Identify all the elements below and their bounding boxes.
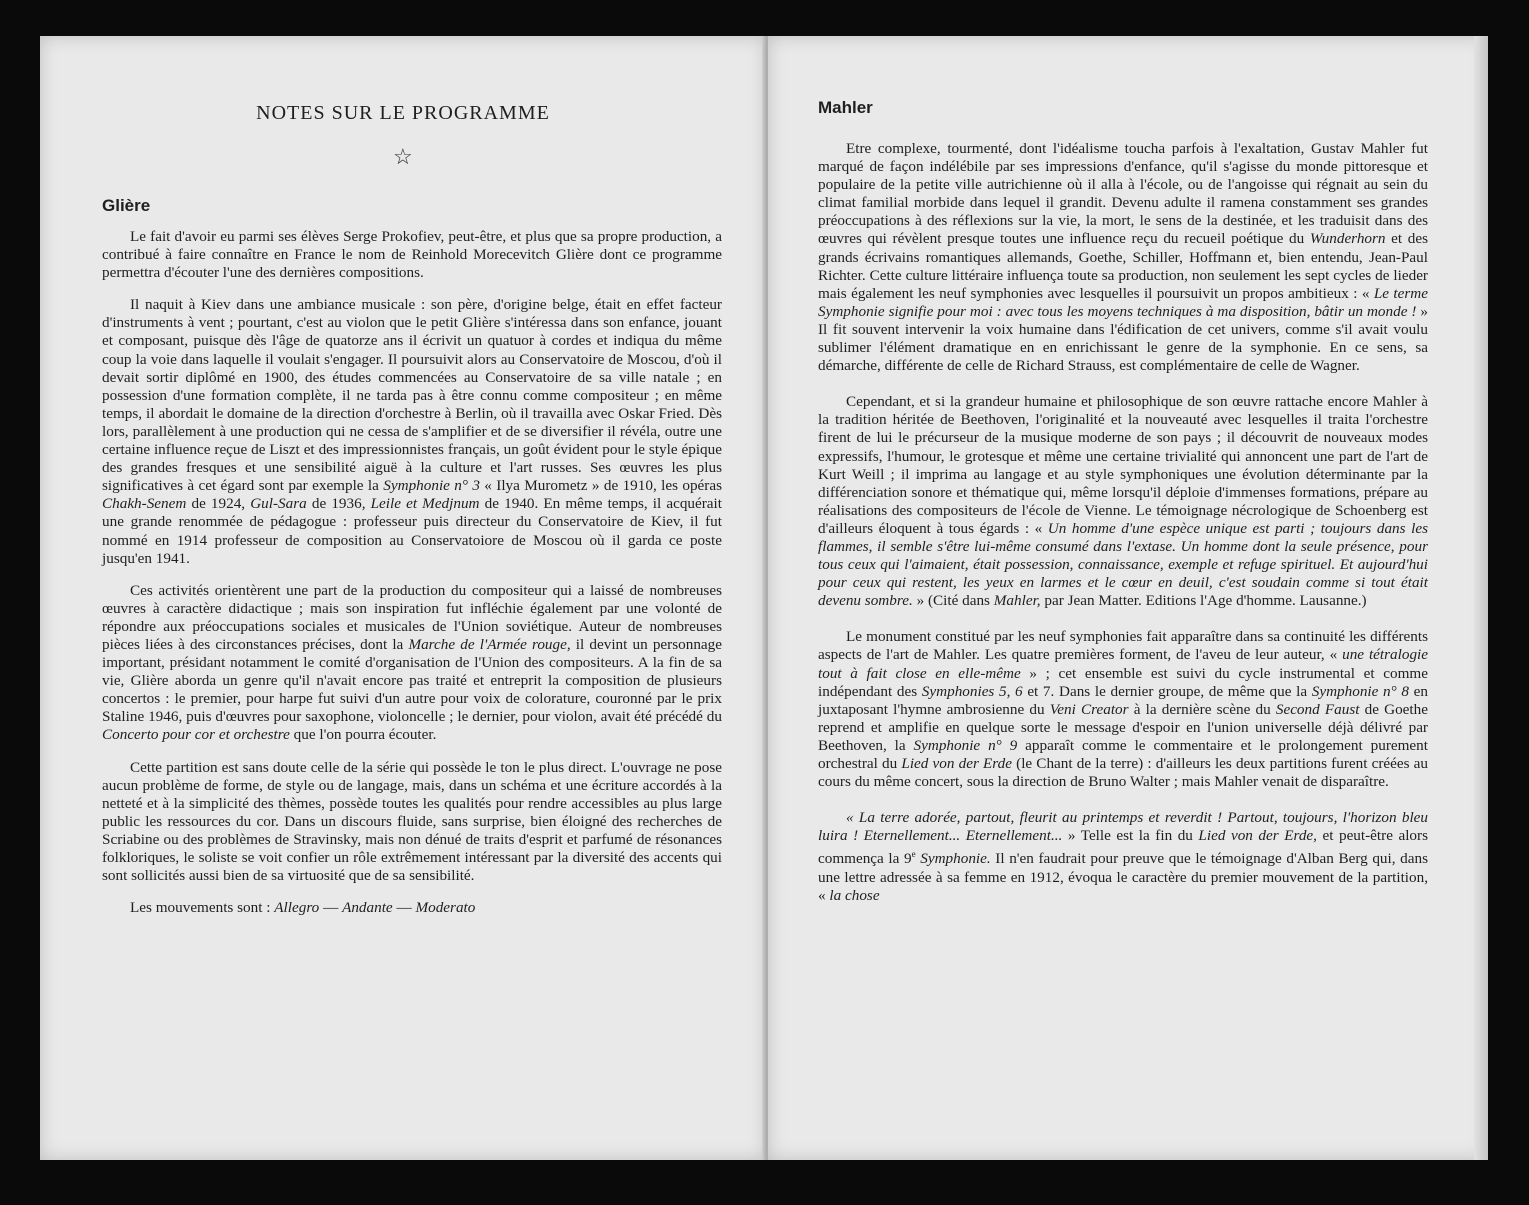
- italic-text: Symphonie n° 9: [913, 736, 1018, 754]
- text-run: » (Cité dans: [912, 592, 994, 610]
- text-run: —: [392, 899, 416, 917]
- text-run: et des grands écrivains romantiques allemands, Goethe, Schiller, Hoffmann et, bien entendu, Jean-Paul Richter. Cette culture littéraire influença toute sa production, non seulement les sept cycles de lieder mais également les neuf symphonies avec lesquelles il poursuivit un propos ambitieux : «: [818, 230, 1428, 302]
- booklet-spread: [40, 36, 1488, 1160]
- page-edge: [1474, 36, 1488, 1160]
- italic-text: Second Faust: [1275, 700, 1360, 718]
- text-run: » ; cet ensemble est suivi du cycle instrumental et comme indépendant des: [818, 664, 1428, 700]
- left-page: [40, 36, 768, 1160]
- paragraph: [102, 759, 722, 886]
- text-run: « Ilya Murometz » de 1910, les opéras: [479, 477, 722, 495]
- paragraph: [818, 809, 1428, 905]
- text-run: » Telle est la fin du: [1062, 827, 1199, 845]
- section-heading-gliere: Glière: [102, 196, 151, 215]
- paragraph: [818, 628, 1428, 791]
- text-run: Il n'en faudrait pour preuve que le témoignage d'Alban Berg qui, dans une lettre adressée à sa femme en 1912, évoqua le caractère du premier mouvement de la partition, «: [818, 850, 1428, 904]
- text-run: (le Chant de la terre) : d'ailleurs les deux partitions furent créées au cours du même concert, sous la direction de Bruno Walter ; mais Mahler venait de disparaître.: [818, 755, 1429, 791]
- italic-text: « La terre adorée, partout, fleurit au printemps et reverdit ! Partout, toujours, l'horizon bleu luira ! Eternellement... Eternellement...: [818, 809, 1428, 845]
- italic-text: Andante: [342, 899, 393, 917]
- text-run: Il naquit à Kiev dans une ambiance musicale : son père, d'origine belge, était en effet facteur d'instruments à vent ; pourtant, c'est au violon que le petit Glière s'intéressa dans son enfance, jouant et composant, puisque dès l'âge de quatorze ans il écrivit un quatuor à cordes et indiqua du même coup la voie dans laquelle il voulait s'engager. Il poursuivit alors au Conservatoire de Moscou, d'où il devait sortir diplômé en 1900, des études commencées au Conservatoire de sa ville natale ; en possession d'une formation complète, il ne tarda pas à être connu comme compositeur ; en même temps, il abordait le domaine de la direction d'orchestre à Berlin, où il travailla avec Oskar Fried. Dès lors, parallèlement à une production qui ne cessa de s'amplifier et de se diversifier il révéla, outre une certaine influence reçue de Liszt et des impressionnistes français, un goût évident pour le style épique des grandes fresques et une sensibilité aiguë à la culture et l'art russes. Ses œuvres les plus significatives à cet égard sont par exemple la: [102, 296, 722, 495]
- text-run: —: [319, 899, 343, 917]
- text-run: » Il fit souvent intervenir la voix humaine dans l'édification de cet univers, comme s'il avait voulu sublimer l'élément dramatique en en enrichissant le genre de la symphonie. En ce sens, sa démarche, différente de celle de Richard Strauss, est complémentaire de celle de Wagner.: [818, 302, 1429, 375]
- text-run: et peut-être alors commença la 9: [818, 827, 1428, 868]
- text-run: à la dernière scène du: [1128, 700, 1276, 718]
- italic-text: Moderato: [415, 899, 476, 917]
- italic-text: Chakh-Senem: [102, 495, 187, 513]
- text-run: de 1940. En même temps, il acquérait une grande renommée de pédagogue : professeur puis directeur du Conservatoire de Kiev, il fut nommé en 1914 professeur de composition au Conservatoiore de Moscou où il garda ce poste jusqu'en 1941.: [102, 495, 722, 567]
- text-run: par Jean Matter. Editions l'Age d'homme. Lausanne.): [1040, 592, 1367, 610]
- page-title: NOTES SUR LE PROGRAMME: [256, 102, 550, 124]
- italic-text: Concerto pour cor et orchestre: [102, 726, 290, 744]
- text-run: et 7. Dans le dernier groupe, de même que la: [1022, 682, 1312, 700]
- italic-text: Symphonie.: [920, 850, 991, 868]
- italic-text: Symphonies 5, 6: [921, 682, 1023, 700]
- paragraph: [102, 296, 722, 567]
- text-run: de Goethe reprend et amplifie en quelque sorte le message d'espoir en l'union universelle déjà délivré par Beethoven, la: [818, 700, 1428, 754]
- text-run: de 1924,: [186, 495, 251, 513]
- paragraph: [818, 140, 1428, 375]
- text-run: Cette partition est sans doute celle de la série qui possède le ton le plus direct. L'ouvrage ne pose aucun problème de forme, de style ou de langage, mais, dans un schéma et une écriture accordés à la netteté et à la simplicité des thèmes, possède toutes les qualités pour rendre accessibles au plus large public les ressources du cor. Dans un discours fluide, sans surprise, bien éloigné des recherches de Scriabine ou des problèmes de Stravinsky, mais non dénué de traits d'esprit et parfumé de résonances folkloriques, le soliste se voit confier un rôle extrêmement intéressant par la diversité des accents qui sont sollicités aussi bien de sa virtuosité que de sa sensibilité.: [102, 758, 722, 885]
- text-run: apparaît comme le commentaire et le prolongement purement orchestral du: [818, 736, 1428, 772]
- text-run: que l'on pourra écouter.: [289, 726, 437, 744]
- italic-text: Wunderhorn: [1309, 230, 1386, 248]
- text-run: en juxtaposant l'hymne ambrosienne du: [818, 682, 1428, 718]
- text-run: e: [911, 849, 916, 860]
- text-run: il devint un personnage important, présidant notamment le comité d'organisation de l'Union des compositeurs. A la fin de sa vie, Glière aborda un genre qu'il n'avait encore pas traité et entreprit la composition de plusieurs concertos : le premier, pour harpe fut suivi d'un autre pour voix de colorature, couronné par le prix Staline 1946, puis d'œuvres pour saxophone, violoncelle ; le dernier, pour violon, avait été précédé du: [102, 635, 722, 726]
- movements-line: [102, 899, 722, 917]
- section-heading-mahler: Mahler: [818, 98, 873, 117]
- italic-text: Allegro: [274, 899, 320, 917]
- italic-text: Symphonie n° 8: [1311, 682, 1409, 700]
- italic-text: la chose: [829, 886, 880, 904]
- italic-text: Le terme Symphonie signifie pour moi : avec tous les moyens techniques à ma disposition, bâtir un monde !: [818, 284, 1428, 320]
- text-run: de 1936,: [306, 495, 371, 513]
- italic-text: Marche de l'Armée rouge,: [408, 635, 571, 653]
- star-ornament-icon: ☆: [393, 144, 413, 169]
- italic-text: Lied von der Erde: [901, 755, 1012, 772]
- italic-text: une tétralogie tout à fait close en elle-même: [818, 646, 1428, 682]
- paragraph: [102, 228, 722, 282]
- paragraph: [818, 393, 1428, 610]
- text-run: Etre complexe, tourmenté, dont l'idéalisme toucha parfois à l'exaltation, Gustav Mahler fut marqué de façon indélébile par ses impressions d'enfance, qu'il s'agisse du monde pittoresque et populaire de la petite ville autrichienne où il alla à l'école, ou de l'angoisse qui régnait au sein du climat familial morbide dans lequel il grandit. Devenu adulte il ramena constamment ses grandes préoccupations à des réflexions sur la vie, la mort, le sens de la destinée, et les traduisit dans des œuvres qui révèlent presque toutes une influence reçu du recueil poétique du: [818, 140, 1428, 248]
- text-run: Le monument constitué par les neuf symphonies fait apparaître dans sa continuité les différents aspects de l'art de Mahler. Les quatre premières forment, de l'aveu de leur auteur, «: [818, 628, 1428, 664]
- gliere-text-column: [102, 228, 722, 917]
- text-run: Ces activités orientèrent une part de la production du compositeur qui a laissé de nombreuses œuvres à caractère didactique ; mais son inspiration fut infléchie également par une volonté de répondre aux préoccupations sociales et musicales de l'Union soviétique. Auteur de nombreuses pièces liées à des circonstances précises, dont la: [102, 581, 722, 653]
- italic-text: Symphonie n° 3: [383, 477, 480, 495]
- italic-text: Gul-Sara: [250, 495, 307, 513]
- italic-text: Leile et Medjnum: [370, 495, 480, 513]
- italic-text: Un homme d'une espèce unique est parti ; toujours dans les flammes, il semble s'être lui-même consumé dans l'extase. Un homme dont la seule présence, pour tous ceux qui l'aimaient, était possession, connaissance, exemple et refuge spirituel. Et aujourd'hui pour ceux qui restent, les yeux en larmes et le cœur en deuil, c'est soudain comme si tout était devenu sombre.: [818, 519, 1428, 610]
- text-run: Les mouvements sont :: [130, 899, 275, 917]
- italic-text: Lied von der Erde,: [1198, 827, 1317, 845]
- italic-text: Mahler,: [993, 592, 1041, 610]
- right-page: [768, 36, 1488, 1160]
- mahler-text-column: [818, 140, 1428, 919]
- text-run: Le fait d'avoir eu parmi ses élèves Serge Prokofiev, peut-être, et plus que sa propre production, a contribué à faire connaître en France le nom de Reinhold Morecevitch Glière dont ce programme permettra d'écouter l'une des dernières compositions.: [102, 228, 722, 282]
- paragraph: [102, 582, 722, 745]
- text-run: Cependant, et si la grandeur humaine et philosophique de son œuvre rattache encore Mahler à la tradition héritée de Beethoven, l'originalité et la nouveauté avec lesquelles il traita l'orchestre firent de lui le précurseur de la musique moderne de son pays ; il découvrit de nouveaux modes expressifs, l'humour, le grotesque et même une certaine trivialité qui annoncent une part de l'art de Kurt Weill ; il imprima au langage et au style symphoniques une évolution déterminante par la différenciation sonore et thématique qui, même lorsqu'il déploie d'immenses formations, prépare au réalisations des compositeurs de l'école de Vienne. Le témoignage nécrologique de Schoenberg est d'ailleurs éloquent à tous égards : «: [818, 393, 1428, 537]
- italic-text: Veni Creator: [1049, 700, 1129, 718]
